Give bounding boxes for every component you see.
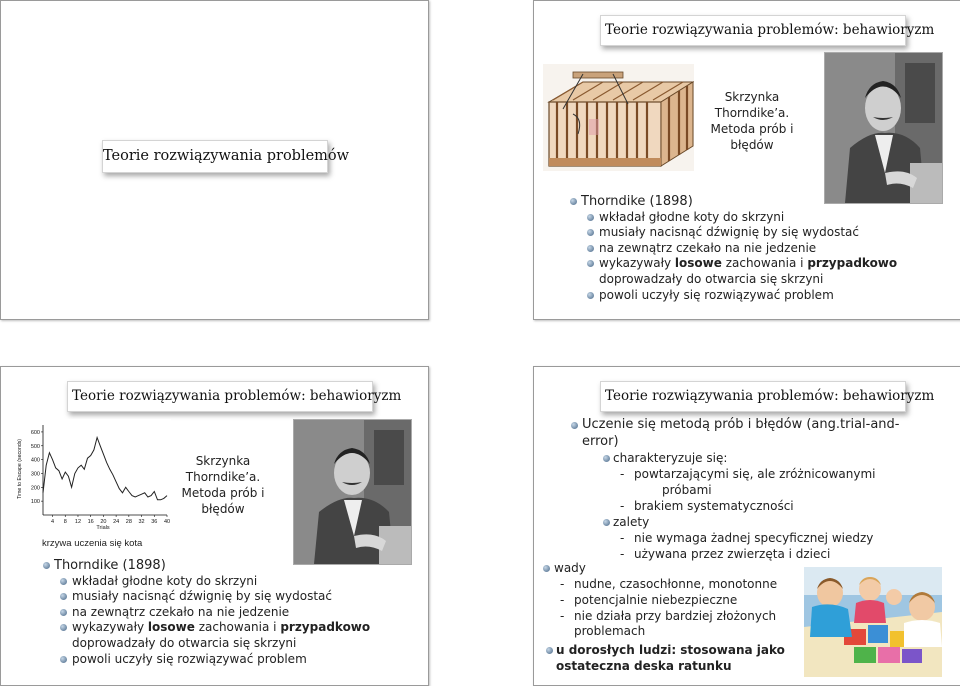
bullet-main	[42, 558, 422, 574]
bullet-icon	[587, 229, 594, 236]
list-item	[616, 547, 916, 563]
characteristics-list	[616, 467, 916, 514]
dash-marker: -	[620, 467, 625, 481]
learning-curve-svg	[15, 419, 171, 531]
bullet-text: zalety	[613, 515, 650, 529]
bullet-icon	[543, 565, 550, 572]
chart-x-tick-label: 32	[138, 519, 145, 525]
bullet-sub	[42, 620, 422, 636]
item-text: nie działa przy bardziej złożonych	[574, 608, 777, 623]
chart-xlabel: Trials	[96, 525, 110, 531]
caption-line: Skrzynka	[195, 454, 251, 468]
item-text: używana przez zwierzęta i dzieci	[634, 546, 831, 561]
slide-4	[533, 366, 960, 686]
bullet-icon	[60, 609, 67, 616]
chart-x-tick-label: 28	[125, 519, 132, 525]
bullet-sub	[42, 605, 422, 621]
bullet-text: charakteryzuje się:	[613, 451, 728, 465]
chart-ylabel: Time to Escape (seconds)	[17, 438, 23, 500]
caption-line: Thorndike’a.	[714, 106, 790, 120]
chart-x-tick-label: 40	[163, 519, 171, 525]
bullet-text: wykazywały	[599, 256, 675, 271]
bullet-sub	[569, 241, 949, 257]
caption-line: błędów	[730, 138, 774, 152]
chart-y-tick-label: 500	[30, 443, 40, 450]
slide-4-title	[600, 381, 935, 412]
chart-x-tick-label: 20	[100, 519, 107, 525]
bullet-continuation: doprowadzały do otwarcia się skrzyni	[599, 271, 824, 286]
bullet-icon	[603, 519, 610, 526]
bullet-text: wkładał głodne koty do skrzyni	[72, 573, 258, 588]
chart-y-tick-label: 200	[30, 485, 40, 492]
slide-1	[0, 0, 429, 320]
list-item	[616, 467, 916, 483]
bullet-sub	[42, 589, 422, 605]
bullet-icon	[570, 198, 577, 205]
bullet-text: zachowania i	[721, 256, 808, 271]
disadvantages-bullet	[543, 561, 586, 577]
adults-bullet	[546, 643, 785, 675]
list-item	[556, 593, 806, 609]
bullet-text: Uczenie się metodą prób i błędów (ang.trial-and-	[582, 417, 900, 432]
bullet-sub	[569, 210, 949, 226]
dash-marker: -	[620, 498, 625, 513]
item-text: próbami	[662, 482, 712, 497]
caption-line: Skrzynka	[724, 90, 780, 104]
slide-3-title-text: Teorie rozwiązywania problemów: behawioryzm	[72, 388, 402, 404]
thorndike-portrait	[293, 419, 412, 565]
bullet-icon	[60, 578, 67, 585]
chart-y-tick-label: 300	[30, 471, 40, 478]
item-text: brakiem systematyczności	[634, 498, 794, 513]
chart-x-tick-label: 36	[151, 519, 158, 525]
caption-line: Metoda prób i	[710, 122, 794, 136]
caption-line: błędów	[201, 502, 245, 516]
bullet-text: musiały nacisnąć dźwignię by się wydostać	[599, 225, 859, 240]
chart-y-tick-label: 600	[30, 429, 40, 436]
slide-1-title	[102, 140, 350, 173]
slide-3	[0, 366, 429, 686]
slide-4-main-bullet	[570, 417, 955, 450]
bullet-icon	[43, 562, 50, 569]
chart-x-tick-label: 24	[113, 519, 120, 525]
bullet-icon	[587, 245, 594, 252]
slide-2-title	[600, 15, 935, 46]
list-item	[556, 609, 806, 625]
bullet-text: wady	[554, 561, 586, 575]
slide-4-title-text: Teorie rozwiązywania problemów: behawioryzm	[605, 388, 935, 404]
bullet-sub	[42, 574, 422, 590]
bullet-text: Thorndike (1898)	[54, 558, 166, 573]
caption-line: Metoda prób i	[181, 486, 265, 500]
bullet-icon	[60, 656, 67, 663]
bullet-text: na zewnątrz czekało na nie jedzenie	[599, 240, 817, 255]
bullet-text: musiały nacisnąć dźwignię by się wydostać	[72, 589, 332, 604]
bullet-text: u dorosłych ludzi: stosowana jako	[556, 643, 785, 657]
list-item	[556, 624, 806, 640]
characteristics-bullet	[602, 451, 727, 467]
slide-2	[533, 0, 960, 320]
bullet-text: zachowania i	[194, 620, 281, 635]
bullet-sub	[569, 256, 949, 272]
advantages-list	[616, 531, 916, 563]
caption-line: Thorndike’a.	[185, 470, 261, 484]
bullet-text: wykazywały	[72, 620, 148, 635]
bullet-icon	[587, 292, 594, 299]
bullet-sub	[569, 288, 949, 304]
slide-2-image-caption	[702, 89, 802, 153]
bold-text: przypadkowo	[807, 256, 898, 271]
item-text: powtarzającymi się, ale zróżnicowanymi	[634, 467, 876, 481]
chart-y-tick-label: 400	[30, 457, 40, 464]
bullet-text: error)	[582, 433, 619, 449]
slide-3-bullets	[42, 558, 422, 667]
bullet-text: wkładał głodne koty do skrzyni	[599, 209, 785, 224]
chart-x-tick-label: 8	[63, 519, 67, 525]
chart-caption: krzywa uczenia się kota	[42, 538, 143, 549]
bullet-icon	[603, 455, 610, 462]
dash-marker: -	[560, 577, 565, 591]
advantages-bullet	[602, 515, 649, 531]
thorndike-portrait	[824, 52, 943, 204]
bullet-icon	[587, 260, 594, 267]
item-text: potencjalnie niebezpieczne	[574, 592, 738, 607]
bullet-text: powoli uczyły się rozwiązywać problem	[599, 287, 834, 302]
bold-text: losowe	[674, 256, 722, 271]
list-item	[616, 483, 916, 499]
item-text: nudne, czasochłonne, monotonne	[574, 577, 778, 591]
children-puzzle-photo	[804, 567, 942, 677]
bullet-continuation: doprowadzały do otwarcia się skrzyni	[72, 635, 297, 650]
dash-marker: -	[560, 608, 565, 623]
bullet-icon	[571, 422, 578, 429]
item-text: problemach	[574, 624, 646, 639]
bullet-text: na zewnątrz czekało na nie jedzenie	[72, 604, 290, 619]
chart-y-tick-label: 100	[30, 499, 40, 506]
puzzle-box-image	[543, 64, 694, 171]
dash-marker: -	[560, 592, 565, 607]
item-text: nie wymaga żadnej specyficznej wiedzy	[634, 531, 874, 545]
bullet-icon	[60, 624, 67, 631]
chart-series-line	[43, 438, 167, 500]
list-item	[616, 499, 916, 515]
chart-x-tick-label: 12	[74, 519, 82, 525]
dash-marker: -	[620, 546, 625, 561]
bold-text: losowe	[147, 620, 195, 635]
bullet-icon	[60, 593, 67, 600]
slide-3-title	[67, 381, 402, 412]
chart-x-tick-label: 16	[87, 519, 94, 525]
chart-x-tick-label: 4	[51, 519, 55, 525]
bullet-main	[569, 194, 949, 210]
bullet-sub	[569, 225, 949, 241]
bold-text: przypadkowo	[280, 620, 371, 635]
bullet-text: Thorndike (1898)	[581, 194, 693, 209]
bullet-text: powoli uczyły się rozwiązywać problem	[72, 651, 307, 666]
bullet-text: ostateczna deska ratunku	[556, 658, 732, 673]
disadvantages-list	[556, 577, 806, 640]
bullet-sub	[42, 652, 422, 668]
bullet-icon	[587, 214, 594, 221]
slide-1-title-text: Teorie rozwiązywania problemów	[103, 148, 350, 164]
learning-curve-chart	[15, 419, 171, 531]
list-item	[616, 531, 916, 547]
slide-2-bullets	[569, 194, 949, 303]
bullet-icon	[546, 647, 553, 654]
dash-marker: -	[620, 531, 625, 545]
slide-3-image-caption	[173, 453, 273, 517]
slide-2-title-text: Teorie rozwiązywania problemów: behawioryzm	[605, 22, 935, 38]
list-item	[556, 577, 806, 593]
